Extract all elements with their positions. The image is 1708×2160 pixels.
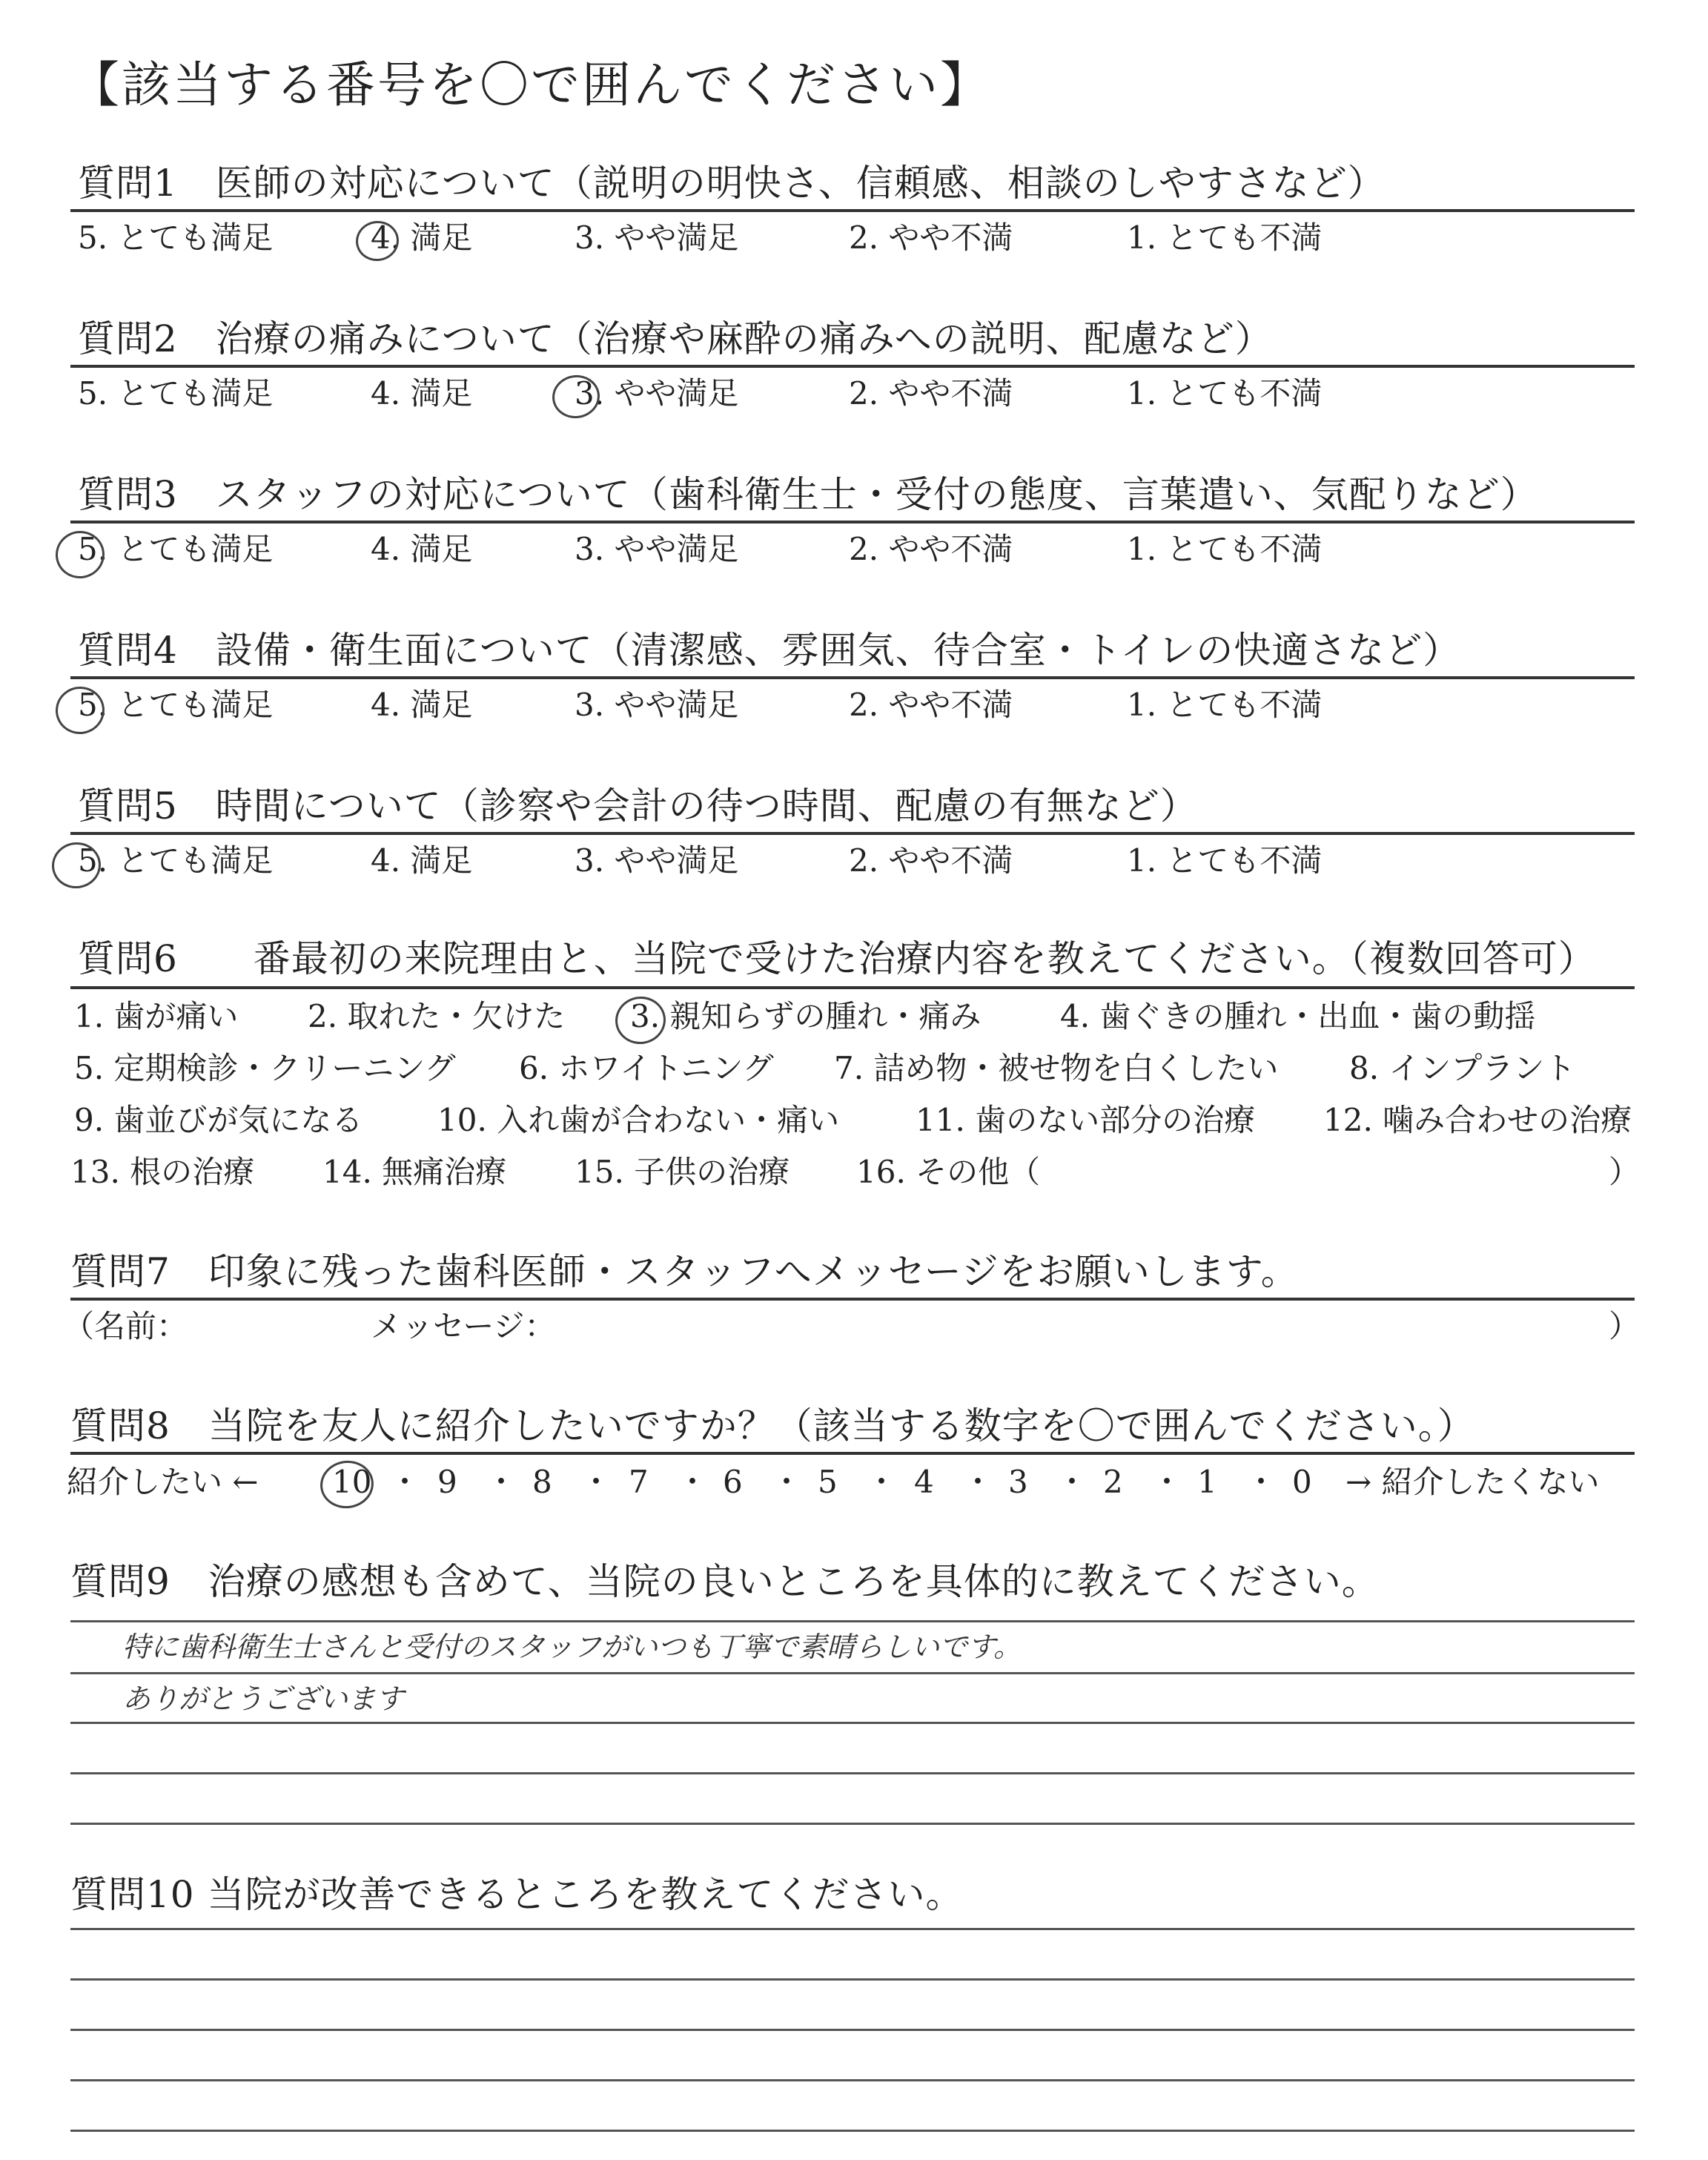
q6-other-close-paren: ） — [1609, 1154, 1641, 1190]
q6-option-4[interactable]: 4. 歯ぐきの腫れ・出血・歯の動揺 — [1060, 998, 1536, 1034]
q6-option-13[interactable]: 13. 根の治療 — [70, 1154, 255, 1190]
q1-option-5[interactable]: 5. とても満足 — [78, 219, 274, 256]
q8-sep: ・ — [389, 1464, 421, 1500]
q1-option-4[interactable]: 4. 満足 — [371, 219, 473, 256]
q6-option-8[interactable]: 8. インプラント — [1349, 1050, 1576, 1086]
q3-option-4[interactable]: 4. 満足 — [371, 531, 473, 567]
q10-answer-line — [70, 2079, 1635, 2081]
q8-scale-3[interactable]: 3 — [1008, 1464, 1028, 1500]
q6-option-16[interactable]: 16. その他（ — [856, 1154, 1041, 1190]
q8-sep: ・ — [486, 1464, 517, 1500]
q10-answer-line — [70, 1978, 1635, 1981]
q6-option-6[interactable]: 6. ホワイトニング — [519, 1050, 774, 1086]
q5-option-5[interactable]: 5. とても満足 — [78, 842, 274, 879]
q2-option-1[interactable]: 1. とても不満 — [1127, 375, 1323, 412]
q6-title: 質問6 番最初の来院理由と、当院で受けた治療内容を教えてください。（複数回答可） — [78, 937, 1596, 980]
q2-rule — [70, 365, 1635, 368]
q5-title: 質問5 時間について（診察や会計の待つ時間、配慮の有無など） — [78, 785, 1198, 828]
q8-sep: ・ — [962, 1464, 994, 1500]
q9-handwritten-answer-2: ありがとうございます — [122, 1682, 405, 1715]
q3-option-2[interactable]: 2. やや不満 — [849, 531, 1013, 567]
q1-title: 質問1 医師の対応について（説明の明快さ、信頼感、相談のしやすさなど） — [78, 162, 1386, 205]
q6-option-1[interactable]: 1. 歯が痛い — [74, 998, 239, 1034]
q5-option-3[interactable]: 3. やや満足 — [575, 842, 739, 879]
q8-scale-5[interactable]: 5 — [818, 1464, 838, 1500]
q6-option-14[interactable]: 14. 無痛治療 — [322, 1154, 507, 1190]
q6-option-7[interactable]: 7. 詰め物・被せ物を白くしたい — [834, 1050, 1279, 1086]
q2-option-4[interactable]: 4. 満足 — [371, 375, 473, 412]
q2-option-2[interactable]: 2. やや不満 — [849, 375, 1013, 412]
form-title: 【該当する番号を〇で囲んでください】 — [70, 56, 991, 113]
q4-option-3[interactable]: 3. やや満足 — [575, 687, 739, 723]
q9-answer-line — [70, 1772, 1635, 1774]
q8-scale-4[interactable]: 4 — [914, 1464, 934, 1500]
q7-rule — [70, 1298, 1635, 1301]
q8-sep: ・ — [771, 1464, 803, 1500]
q7-close-paren: ） — [1609, 1308, 1641, 1344]
q5-option-1[interactable]: 1. とても不満 — [1127, 842, 1323, 879]
q10-answer-line — [70, 2029, 1635, 2031]
q8-rule — [70, 1452, 1635, 1455]
q7-message-label: メッセージ： — [371, 1308, 556, 1344]
q8-sep: ・ — [866, 1464, 898, 1500]
q8-left-label: 紹介したい ← — [67, 1464, 259, 1500]
q4-title: 質問4 設備・衛生面について（清潔感、雰囲気、待合室・トイレの快適さなど） — [78, 629, 1461, 672]
q8-scale-8[interactable]: 8 — [532, 1464, 552, 1500]
q6-option-15[interactable]: 15. 子供の治療 — [575, 1154, 790, 1190]
q6-option-12[interactable]: 12. 噛み合わせの治療 — [1323, 1102, 1632, 1138]
q8-right-label: → 紹介したくない — [1345, 1464, 1600, 1500]
q4-option-5[interactable]: 5. とても満足 — [78, 687, 274, 723]
q3-option-3[interactable]: 3. やや満足 — [575, 531, 739, 567]
q8-scale-1[interactable]: 1 — [1197, 1464, 1217, 1500]
q6-option-2[interactable]: 2. 取れた・欠けた — [308, 998, 566, 1034]
q8-scale-6[interactable]: 6 — [723, 1464, 743, 1500]
q2-title: 質問2 治療の痛みについて（治療や麻酔の痛みへの説明、配慮など） — [78, 317, 1273, 360]
q8-sep: ・ — [580, 1464, 612, 1500]
q10-answer-line — [70, 2130, 1635, 2132]
q4-option-2[interactable]: 2. やや不満 — [849, 687, 1013, 723]
q8-title: 質問8 当院を友人に紹介したいですか？（該当する数字を〇で囲んでください。） — [70, 1404, 1475, 1447]
q6-option-11[interactable]: 11. 歯のない部分の治療 — [916, 1102, 1256, 1138]
q3-rule — [70, 521, 1635, 524]
q4-option-4[interactable]: 4. 満足 — [371, 687, 473, 723]
q9-answer-line — [70, 1620, 1635, 1622]
q7-name-label: （名前： — [63, 1308, 188, 1344]
q5-option-4[interactable]: 4. 満足 — [371, 842, 473, 879]
q5-rule — [70, 832, 1635, 835]
q9-answer-line — [70, 1823, 1635, 1825]
q9-answer-line — [70, 1722, 1635, 1724]
q8-scale-2[interactable]: 2 — [1103, 1464, 1123, 1500]
q10-title: 質問10 当院が改善できるところを教えてください。 — [70, 1873, 964, 1916]
q10-answer-line — [70, 1928, 1635, 1930]
q4-option-1[interactable]: 1. とても不満 — [1127, 687, 1323, 723]
q8-scale-7[interactable]: 7 — [629, 1464, 649, 1500]
q9-handwritten-answer-1: 特に歯科衛生士さんと受付のスタッフがいつも丁寧で素晴らしいです。 — [122, 1631, 1022, 1663]
q4-rule — [70, 676, 1635, 679]
q6-option-9[interactable]: 9. 歯並びが気になる — [74, 1102, 363, 1138]
q3-option-5[interactable]: 5. とても満足 — [78, 531, 274, 567]
q2-option-3[interactable]: 3. やや満足 — [575, 375, 739, 412]
q8-sep: ・ — [1245, 1464, 1277, 1500]
q6-option-10[interactable]: 10. 入れ歯が合わない・痛い — [437, 1102, 840, 1138]
q2-option-5[interactable]: 5. とても満足 — [78, 375, 274, 412]
q1-option-2[interactable]: 2. やや不満 — [849, 219, 1013, 256]
q8-sep: ・ — [1151, 1464, 1183, 1500]
q1-option-1[interactable]: 1. とても不満 — [1127, 219, 1323, 256]
q8-sep: ・ — [1056, 1464, 1088, 1500]
q1-option-3[interactable]: 3. やや満足 — [575, 219, 739, 256]
q9-answer-line — [70, 1672, 1635, 1674]
q9-title: 質問9 治療の感想も含めて、当院の良いところを具体的に教えてください。 — [70, 1560, 1380, 1603]
q3-option-1[interactable]: 1. とても不満 — [1127, 531, 1323, 567]
q8-sep: ・ — [677, 1464, 709, 1500]
q6-option-3[interactable]: 3. 親知らずの腫れ・痛み — [630, 998, 982, 1034]
q1-rule — [70, 209, 1635, 212]
q8-scale-9[interactable]: 9 — [437, 1464, 457, 1500]
q5-option-2[interactable]: 2. やや不満 — [849, 842, 1013, 879]
q6-rule — [70, 986, 1635, 989]
q8-scale-10[interactable]: 10 — [332, 1464, 372, 1500]
q7-title: 質問7 印象に残った歯科医師・スタッフへメッセージをお願いします。 — [70, 1250, 1299, 1293]
q3-title: 質問3 スタッフの対応について（歯科衛生士・受付の態度、言葉遣い、気配りなど） — [78, 473, 1538, 516]
q8-scale-0[interactable]: 0 — [1292, 1464, 1312, 1500]
q6-option-5[interactable]: 5. 定期検診・クリーニング — [74, 1050, 456, 1086]
